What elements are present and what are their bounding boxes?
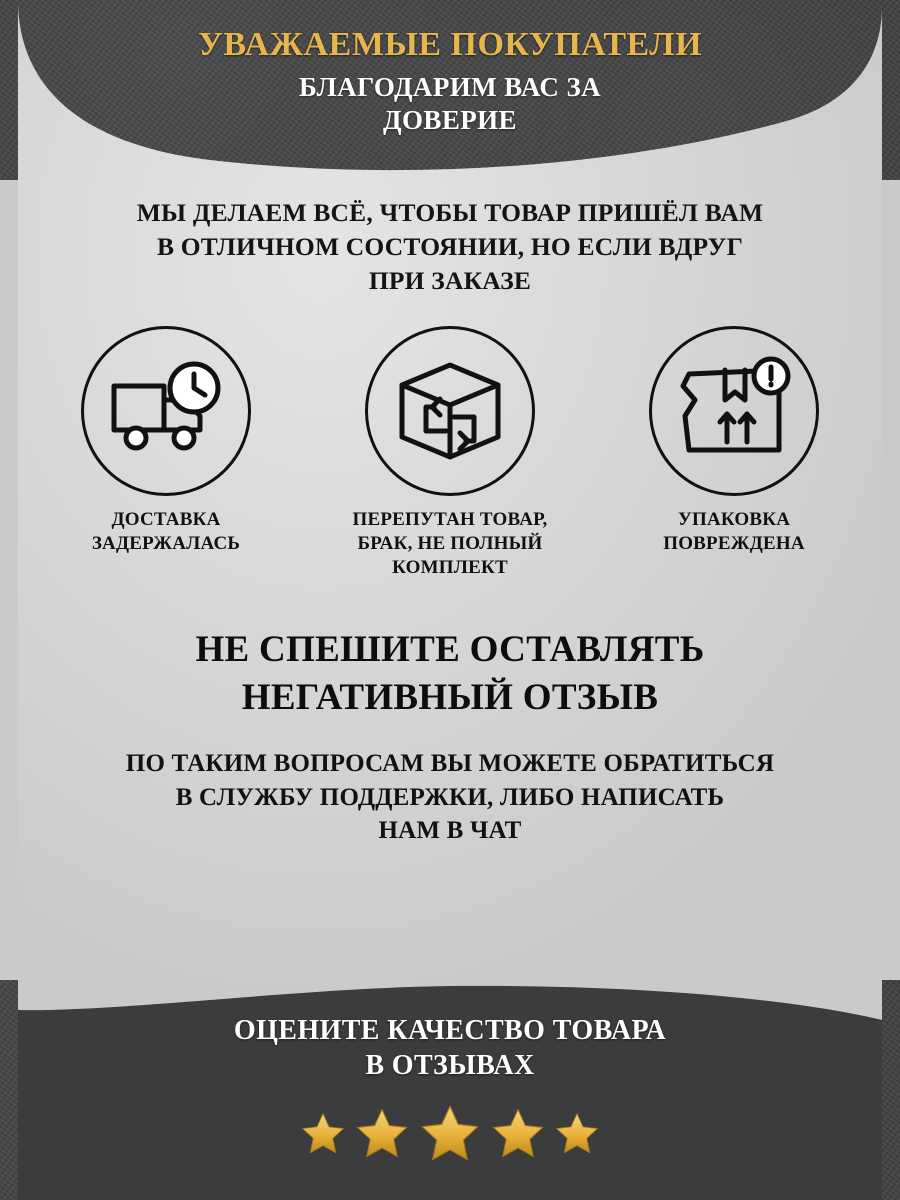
caption-line-2: ЗАДЕРЖАЛАСЬ	[91, 533, 241, 555]
headline-line-2: НЕГАТИВНЫЙ ОТЗЫВ	[241, 676, 659, 718]
support-line-2: В СЛУЖБУ ПОДДЕРЖКИ, ЛИБО НАПИСАТЬ	[175, 783, 725, 811]
header-subtitle-line-2: ДОВЕРИЕ	[383, 105, 517, 136]
issue-item-delivery-delayed	[54, 326, 278, 556]
caption-line-1: ПЕРЕПУТАН ТОВАР,	[352, 509, 548, 531]
star-icon[interactable]	[416, 1100, 484, 1168]
box-exchange-icon	[365, 326, 535, 496]
star-icon[interactable]	[488, 1104, 548, 1164]
intro-text	[0, 196, 900, 298]
support-line-3: НАМ В ЧАТ	[378, 817, 522, 844]
caption-line-2: БРАК, НЕ ПОЛНЫЙ	[357, 533, 543, 555]
truck-clock-icon	[81, 326, 251, 496]
main-content	[0, 196, 900, 848]
star-icon[interactable]	[352, 1104, 412, 1164]
footer-title-line-2: В ОТЗЫВАХ	[365, 1050, 535, 1082]
issue-caption-wrong-product	[352, 508, 547, 580]
intro-line-3: ПРИ ЗАКАЗЕ	[368, 266, 532, 296]
caption-line-2: ПОВРЕЖДЕНА	[663, 533, 805, 555]
issue-icon-row	[0, 326, 900, 580]
issue-caption-delivery-delayed	[92, 508, 240, 556]
footer-title-line-1: ОЦЕНИТЕ КАЧЕСТВО ТОВАРА	[233, 1015, 667, 1046]
footer-title	[0, 985, 900, 1084]
headline-text	[0, 626, 900, 721]
intro-line-2: В ОТЛИЧНОМ СОСТОЯНИИ, НО ЕСЛИ ВДРУГ	[156, 232, 743, 262]
intro-line-1: МЫ ДЕЛАЕМ ВСЁ, ЧТОБЫ ТОВАР ПРИШЁЛ ВАМ	[136, 198, 764, 227]
damaged-package-icon	[649, 326, 819, 496]
support-line-1: ПО ТАКИМ ВОПРОСАМ ВЫ МОЖЕТЕ ОБРАТИТЬСЯ	[125, 750, 775, 777]
header-subtitle	[0, 71, 900, 137]
footer	[0, 985, 900, 1200]
header-subtitle-line-1: БЛАГОДАРИМ ВАС ЗА	[298, 72, 602, 103]
caption-line-1: ДОСТАВКА	[111, 509, 221, 531]
support-text	[0, 747, 900, 848]
rating-stars[interactable]	[0, 1100, 900, 1168]
issue-item-wrong-product	[338, 326, 562, 580]
page-title: УВАЖАЕМЫЕ ПОКУПАТЕЛИ	[197, 26, 703, 63]
header	[0, 0, 900, 137]
star-icon[interactable]	[552, 1109, 602, 1159]
issue-caption-damaged-package	[663, 508, 805, 556]
star-icon[interactable]	[298, 1109, 348, 1159]
caption-line-1: УПАКОВКА	[677, 509, 791, 531]
headline-line-1: НЕ СПЕШИТЕ ОСТАВЛЯТЬ	[195, 629, 705, 671]
caption-line-3: КОМПЛЕКТ	[392, 557, 508, 579]
issue-item-damaged-package	[622, 326, 846, 556]
